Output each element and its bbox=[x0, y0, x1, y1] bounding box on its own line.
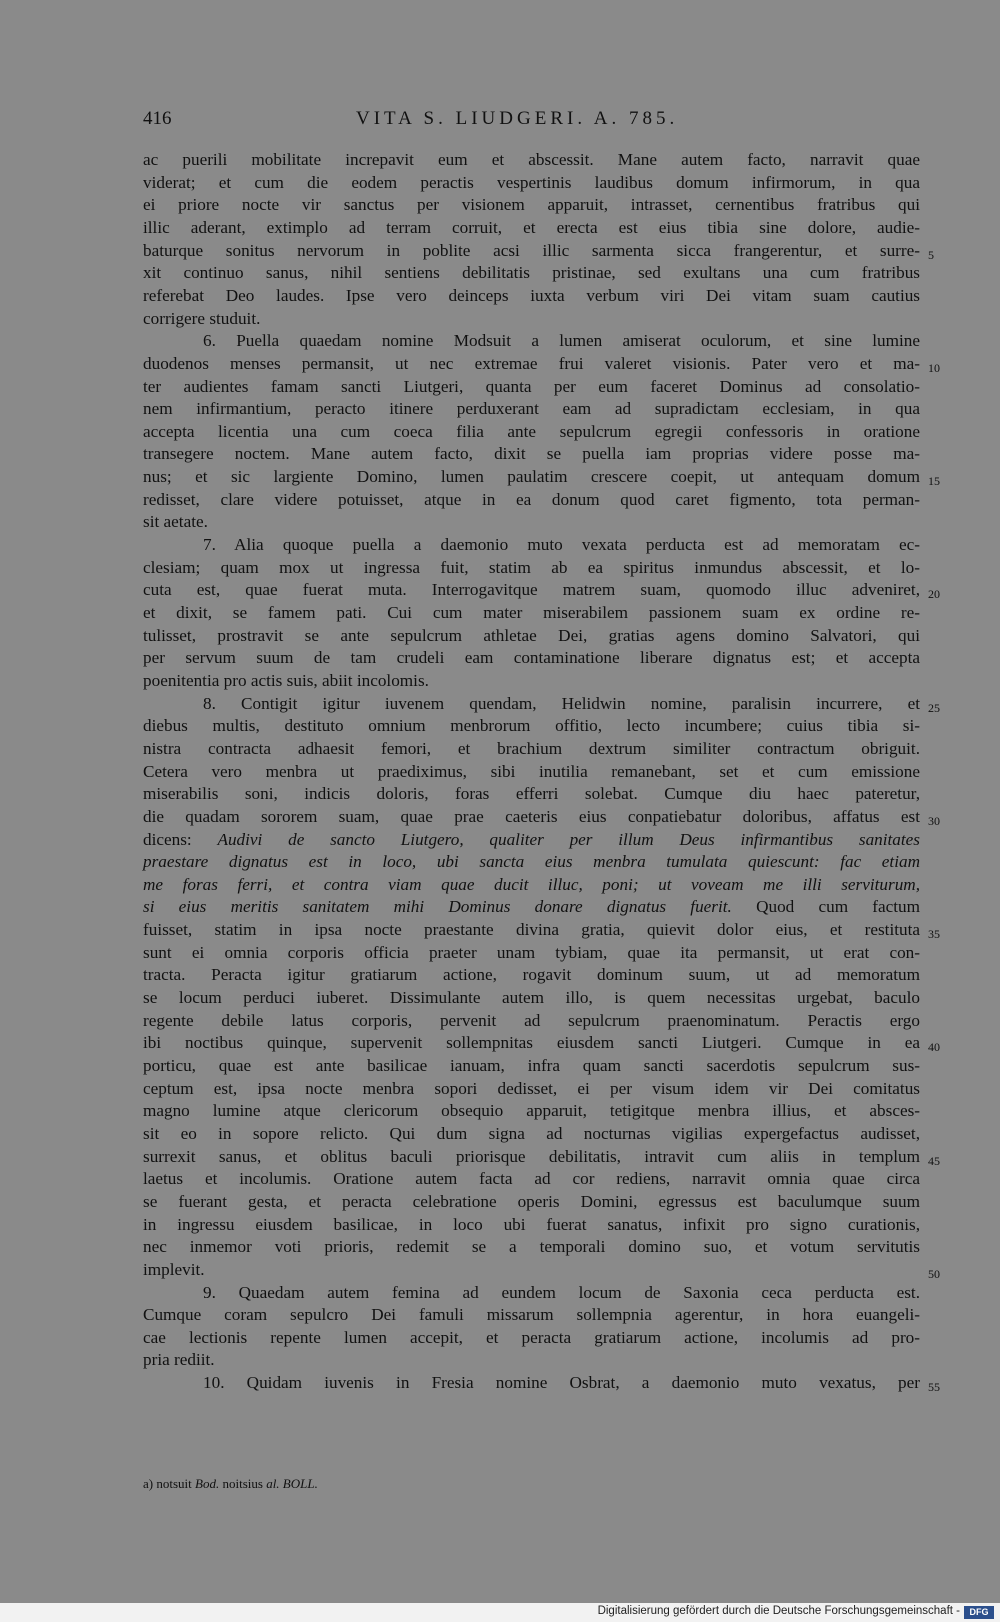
page-header bbox=[143, 108, 923, 134]
text-line: corrigere studuit. bbox=[143, 309, 261, 328]
text-line: regente debile latus corporis, pervenit ad sepulcrum praenominatum. Peractis ergo bbox=[143, 1011, 920, 1030]
line-number: 10 bbox=[928, 361, 940, 375]
text-line: si eius meritis sanitatem mihi Dominus donare dignatus fuerit. Quod cum factum bbox=[143, 897, 920, 916]
line-number: 45 bbox=[928, 1154, 940, 1168]
line-number: 15 bbox=[928, 474, 940, 488]
text-line: miserabilis soni, indicis doloris, foras efferri solebat. Cumque diu haec pateretur, bbox=[143, 784, 920, 803]
line-number: 25 bbox=[928, 701, 940, 715]
text-line: viderat; et cum die eodem peractis vespertinis laudibus domum infirmorum, in qua bbox=[143, 173, 920, 192]
text-line: surrexit sanus, et oblitus baculi priorisque debilitatis, intravit cum aliis in templum bbox=[143, 1147, 920, 1166]
text-line: porticu, quae est ante basilicae ianuam, infra quam sancti sacerdotis sepulcrum sus- bbox=[143, 1056, 920, 1075]
text-line: ei priore nocte vir sanctus per visionem apparuit, intrasset, cernentibus fratribus qui bbox=[143, 195, 920, 214]
line-number: 55 bbox=[928, 1380, 940, 1394]
line-number: 30 bbox=[928, 814, 940, 828]
text-line: Cumque coram sepulcro Dei famuli missarum sollempnia agerentur, in hora euangeli- bbox=[143, 1305, 920, 1324]
text-line: diebus multis, destituto omnium menbrorum offitio, lecto incumbere; cuius tibia si- bbox=[143, 716, 920, 735]
text-line: et dixit, se famem pati. Cui cum mater miserabilem passionem suam ex ordine re- bbox=[143, 603, 920, 622]
text-line: referebat Deo laudes. Ipse vero deinceps iuxta verbum viri Dei vitam suam cautius bbox=[143, 286, 920, 305]
text-line: duodenos menses permansit, ut nec extremae frui valeret visionis. Pater vero et ma- bbox=[143, 354, 920, 373]
text-line: sunt ei omnia corporis officia praeter unam tybiam, quae ita permansit, ut erat con- bbox=[143, 943, 920, 962]
text-line: fuisset, statim in ipsa nocte praestante divina gratia, quievit dolor eius, et restituta bbox=[143, 920, 920, 939]
text-line: laetus et incolumis. Oratione autem facta ad cor rediens, narravit omnia quae circa bbox=[143, 1169, 920, 1188]
text-line: 10. Quidam iuvenis in Fresia nomine Osbrat, a daemonio muto vexatus, per bbox=[203, 1373, 920, 1392]
text-line: se fuerant gesta, et peracta celebratione operis Domini, egressus est baculumque suum bbox=[143, 1192, 920, 1211]
text-line: implevit. bbox=[143, 1260, 205, 1279]
text-line: redisset, clare videre potuisset, atque in ea donum quod caret figmento, tota perman- bbox=[143, 490, 920, 509]
text-line: sit aetate. bbox=[143, 512, 208, 531]
footnote-text-1: notsuit bbox=[156, 1476, 192, 1491]
text-line: Cetera vero menbra ut praediximus, sibi inutilia remanebant, set et cum emissione bbox=[143, 762, 920, 781]
text-line: 8. Contigit igitur iuvenem quendam, Helidwin nomine, paralisin incurrere, et bbox=[203, 694, 920, 713]
text-line: ter audientes famam sancti Liutgeri, quanta per eum faceret Dominus ad consolatio- bbox=[143, 377, 920, 396]
dfg-logo: DFG bbox=[964, 1606, 994, 1619]
text-line: cuta est, quae fuerat muta. Interrogavitque matrem suam, quomodo illuc adveniret, bbox=[143, 580, 920, 599]
text-line: die quadam sororem suam, quae prae caeteris eius conpatiebatur doloribus, affatus est bbox=[143, 807, 920, 826]
text-line: 7. Alia quoque puella a daemonio muto vexata perducta est ad memoratam ec- bbox=[203, 535, 920, 554]
footnote-marker: a) bbox=[143, 1476, 154, 1491]
text-line: nem infirmantium, peracto itinere perduxerant eam ad supradictam ecclesiam, in qua bbox=[143, 399, 920, 418]
text-line: poenitentia pro actis suis, abiit incolomis. bbox=[143, 671, 429, 690]
text-line: se locum perduci iuberet. Dissimulante autem illo, is quem necessitas urgebat, baculo bbox=[143, 988, 920, 1007]
running-title: VITA S. LIUDGERI. A. 785. bbox=[356, 108, 679, 129]
line-number: 20 bbox=[928, 587, 940, 601]
digitization-footer bbox=[0, 1603, 1000, 1622]
text-line: me foras ferri, et contra viam quae ducit illuc, poni; ut voveam me illi serviturum, bbox=[143, 875, 920, 894]
text-line: ceptum est, ipsa nocte menbra sopori dedisset, ei per visum idem vir Dei comitatus bbox=[143, 1079, 920, 1098]
text-line: in ingressu eiusdem basilicae, in loco ubi fuerat sanatus, infixit pro signo curationis, bbox=[143, 1215, 920, 1234]
text-line: per servum suum de tam crudeli eam contaminatione liberare dignatus est; et accepta bbox=[143, 648, 920, 667]
text-line: 9. Quaedam autem femina ad eundem locum de Saxonia ceca perducta est. bbox=[203, 1283, 920, 1302]
footnote bbox=[143, 1476, 318, 1492]
text-line: 6. Puella quaedam nomine Modsuit a lumen amiserat oculorum, et sine lumine bbox=[203, 331, 920, 350]
text-line: xit continuo sanus, nihil sentiens debilitatis pristinae, sed exultans una cum fratribus bbox=[143, 263, 920, 282]
line-number: 40 bbox=[928, 1040, 940, 1054]
text-line: tracta. Peracta igitur gratiarum actione, rogavit dominum suum, ut ad memoratum bbox=[143, 965, 920, 984]
text-line: cae lectionis repente lumen accepit, et peracta gratiarum actione, incolumis ad pro- bbox=[143, 1328, 920, 1347]
text-line: magno lumine atque clericorum obsequio apparuit, tetigitque menbra illius, et absces- bbox=[143, 1101, 920, 1120]
text-line: baturque sonitus nervorum in poblite acsi illic sarmenta sicca frangerentur, et surre- bbox=[143, 241, 920, 260]
text-line: sit eo in sopore relicto. Qui dum signa ad nocturnas vigilias expergefactus audisset, bbox=[143, 1124, 920, 1143]
text-line: ac puerili mobilitate increpavit eum et abscessit. Mane autem facto, narravit quae bbox=[143, 150, 920, 169]
text-line: accepta licentia una cum coeca filia ante sepulcrum egregii confessoris in oratione bbox=[143, 422, 920, 441]
text-line: dicens: Audivi de sancto Liutgero, qualiter per illum Deus infirmantibus sanitates bbox=[143, 830, 920, 849]
text-line: nec inmemor voti prioris, redemit se a temporali domino suo, et votum servitutis bbox=[143, 1237, 920, 1256]
text-line: nus; et sic largiente Domino, lumen paulatim crescere coepit, ut antequam domum bbox=[143, 467, 920, 486]
text-line: pria rediit. bbox=[143, 1350, 215, 1369]
footnote-text-2: noitsius bbox=[222, 1476, 263, 1491]
footnote-source-1: Bod. bbox=[195, 1476, 220, 1491]
page-number: 416 bbox=[143, 108, 172, 129]
footnote-source-2: al. BOLL. bbox=[266, 1476, 318, 1491]
line-number: 50 bbox=[928, 1267, 940, 1281]
funding-credit: Digitalisierung gefördert durch die Deutsche Forschungsgemeinschaft - bbox=[597, 1605, 960, 1617]
text-line: ibi noctibus quinque, supervenit sollempnitas eiusdem sancti Liutgeri. Cumque in ea bbox=[143, 1033, 920, 1052]
text-line: tulisset, prostravit se ante sepulcrum athletae Dei, gratias agens domino Salvatori, qui bbox=[143, 626, 920, 645]
text-line: illic aderant, extimplo ad terram corruit, et erecta est eius tibia sine dolore, audie- bbox=[143, 218, 920, 237]
line-number: 5 bbox=[928, 248, 934, 262]
text-line: transegere noctem. Mane autem facto, dixit se puella iam proprias videre posse ma- bbox=[143, 444, 920, 463]
line-number: 35 bbox=[928, 927, 940, 941]
text-line: nistra contracta adhaesit femori, et brachium dextrum similiter contractum obriguit. bbox=[143, 739, 920, 758]
text-line: praestare dignatus est in loco, ubi sancta eius menbra tumulata quiescunt: fac etiam bbox=[143, 852, 920, 871]
text-line: clesiam; quam mox ut ingressa fuit, statim ab ea spiritus inmundus abscessit, et lo- bbox=[143, 558, 920, 577]
